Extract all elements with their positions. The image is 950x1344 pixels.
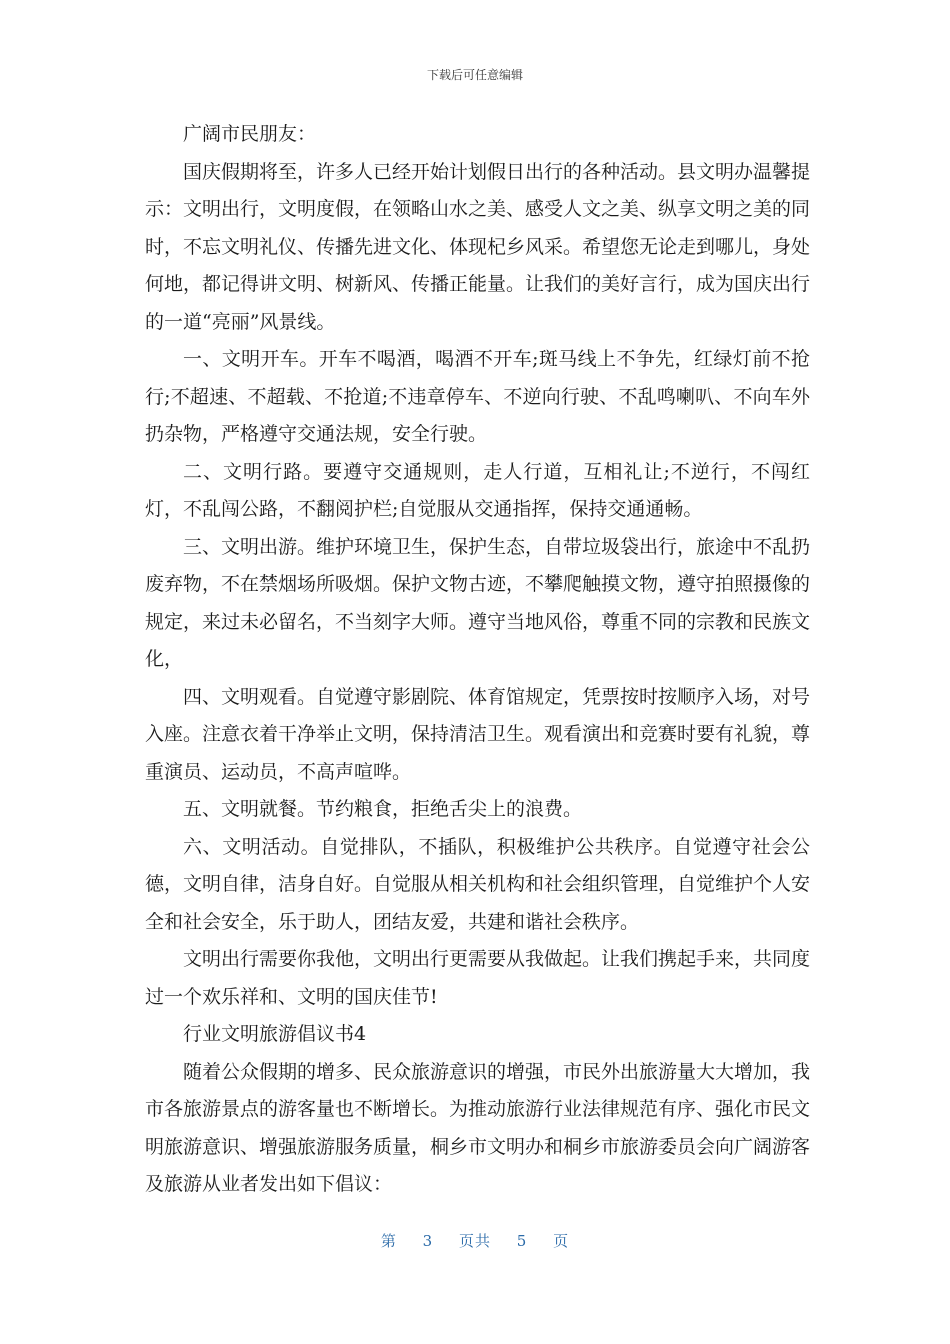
footer-total-pages: 5 (516, 1232, 528, 1250)
item-2-paragraph: 二、文明行路。要遵守交通规则，走人行道，互相礼让;不逆行，不闯红灯，不乱闯公路，不翻阅护栏;自觉服从交通指挥，保持交通通畅。 (145, 460, 810, 520)
document-body (145, 116, 810, 1204)
section-heading: 行业文明旅游倡议书4 (183, 1023, 367, 1045)
item-1-paragraph: 一、文明开车。开车不喝酒，喝酒不开车;斑马线上不争先，红绿灯前不抢行;不超速、不超载、不抢道;不违章停车、不逆向行驶、不乱鸣喇叭、不向车外扔杂物，严格遵守交通法规，安全行驶。 (145, 348, 810, 445)
item-4-paragraph: 四、文明观看。自觉遵守影剧院、体育馆规定，凭票按时按顺序入场，对号入座。注意衣着干净举止文明，保持清洁卫生。观看演出和竞赛时要有礼貌，尊重演员、运动员，不高声喧哗。 (145, 685, 811, 783)
footer-current-page: 3 (422, 1232, 434, 1250)
section-4-intro-paragraph: 随着公众假期的增多、民众旅游意识的增强，市民外出旅游量大大增加，我市各旅游景点的游客量也不断增长。为推动旅游行业法律规范有序、强化市民文明旅游意识、增强旅游服务质量，桐乡市文明办和桐乡市旅游委员会向广阔游客及旅游从业者发出如下倡议： (145, 1060, 811, 1195)
footer-label-page: 第 (380, 1232, 397, 1250)
item-6-paragraph: 六、文明活动。自觉排队，不插队，积极维护公共秩序。自觉遵守社会公德，文明自律，洁身自好。自觉服从相关机构和社会组织管理，自觉维护个人安全和社会安全，乐于助人，团结友爱，共建和谐社会秩序。 (145, 835, 811, 933)
item-5-paragraph: 五、文明就餐。节约粮食，拒绝舌尖上的浪费。 (183, 798, 583, 820)
item-3-paragraph: 三、文明出游。维护环境卫生，保护生态，自带垃圾袋出行，旅途中不乱扔废弃物，不在禁烟场所吸烟。保护文物古迹，不攀爬触摸文物，遵守拍照摄像的规定，来过未必留名，不当刻字大师。遵守当地风俗，尊重不同的宗教和民族文化， (145, 535, 811, 670)
intro-paragraph: 国庆假期将至，许多人已经开始计划假日出行的各种活动。县文明办温馨提示：文明出行，文明度假，在领略山水之美、感受人文之美、纵享文明之美的同时，不忘文明礼仪、传播先进文化、体现杞乡风采。希望您无论走到哪儿，身处何地，都记得讲文明、树新风、传播正能量。让我们的美好言行，成为国庆出行的一道“亮丽”风景线。 (145, 160, 811, 333)
footer-label-of: 页共 (458, 1232, 491, 1250)
salutation: 广阔市民朋友： (183, 123, 317, 145)
page-footer (0, 1230, 950, 1251)
footer-label-end: 页 (553, 1232, 570, 1250)
closing-paragraph: 文明出行需要你我他，文明出行更需要从我做起。让我们携起手来，共同度过一个欢乐祥和、文明的国庆佳节! (145, 948, 811, 1008)
page-header: 下载后可任意编辑 (426, 68, 523, 82)
